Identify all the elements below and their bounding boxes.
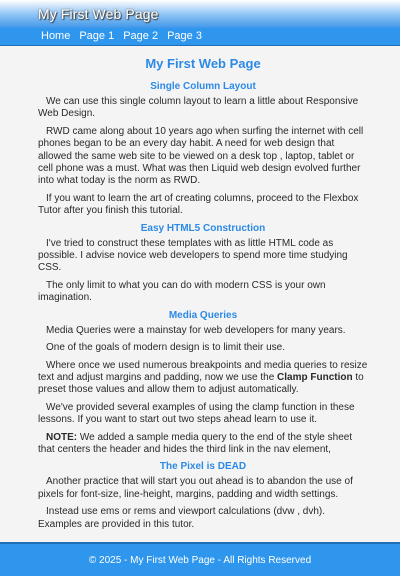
nav-link-page-3[interactable]: Page 3	[167, 30, 202, 42]
section-heading: Single Column Layout	[150, 81, 256, 92]
footer-copyright: © 2025 - My First Web Page - All Rights Reserved	[88, 554, 312, 566]
note-label: NOTE:	[46, 431, 78, 443]
site-title: My First Web Page	[38, 6, 159, 22]
paragraph: If you want to learn the art of creating columns, proceed to the Flexbox Tutor after you finish this tutorial.	[38, 192, 359, 217]
section-heading: Easy HTML5 Construction	[140, 222, 266, 234]
site-header	[0, 0, 400, 28]
paragraph: The only limit to what you can do with modern CSS is your own imagination.	[38, 279, 326, 304]
paragraph: We can use this single column layout to learn a little about Responsive Web Design.	[38, 96, 359, 120]
clamp-function-term: Clamp Function	[277, 371, 353, 383]
clamp-text-after: to preset those values and allow them to adjust automatically.	[38, 371, 364, 396]
paragraph-clamp	[38, 360, 368, 397]
section-heading: Media Queries	[168, 309, 238, 321]
section-media-queries	[38, 310, 368, 457]
nav-link-home[interactable]: Home	[41, 30, 71, 42]
section-html5	[38, 223, 368, 305]
paragraph-note	[38, 432, 368, 457]
section-single-column	[38, 81, 368, 218]
nav-link-page-2[interactable]: Page 2	[123, 30, 159, 42]
paragraph: Media Queries were a mainstay for web developers for many years.	[46, 324, 346, 336]
section-pixel-dead	[38, 461, 368, 531]
page-heading: My First Web Page	[145, 56, 261, 71]
site-footer	[0, 542, 400, 576]
paragraph: We've provided several examples of using the clamp function in these lessons. If you want to start out two steps ahead learn to use it.	[38, 401, 355, 426]
nav-list	[0, 28, 400, 45]
clamp-text-before: Where once we used numerous breakpoints and media queries to resize text and adjust margins and padding, now we use the	[38, 359, 368, 383]
main-nav	[0, 28, 400, 46]
nav-link-page-1[interactable]: Page 1	[79, 30, 115, 42]
paragraph: Another practice that will start you out ahead is to abandon the use of pixels for font-size, line-height, margins, padding and width settings.	[38, 476, 353, 500]
main-content	[38, 52, 368, 536]
paragraph: RWD came along about 10 years ago when surfing the internet with cell phones began to be an every day habit. A need for web design that allowed the same web site to be viewed on a desk top , laptop, tablet or cell phone was a must. What was then Liquid web design evolved further into what today is the norm as RWD.	[38, 125, 364, 187]
paragraph: Instead use ems or rems and viewport calculations (dvw , dvh). Examples are provided in this tutor.	[38, 506, 326, 530]
paragraph: One of the goals of modern design is to limit their use.	[46, 342, 286, 354]
section-heading: The Pixel is DEAD	[159, 461, 247, 473]
note-text: We added a sample media query to the end of the style sheet that centers the header and hides the third link in the nav element,	[38, 431, 353, 455]
paragraph: I've tried to construct these templates with as little HTML code as possible. I advise novice web developers to spend more time studying CSS.	[38, 237, 348, 274]
